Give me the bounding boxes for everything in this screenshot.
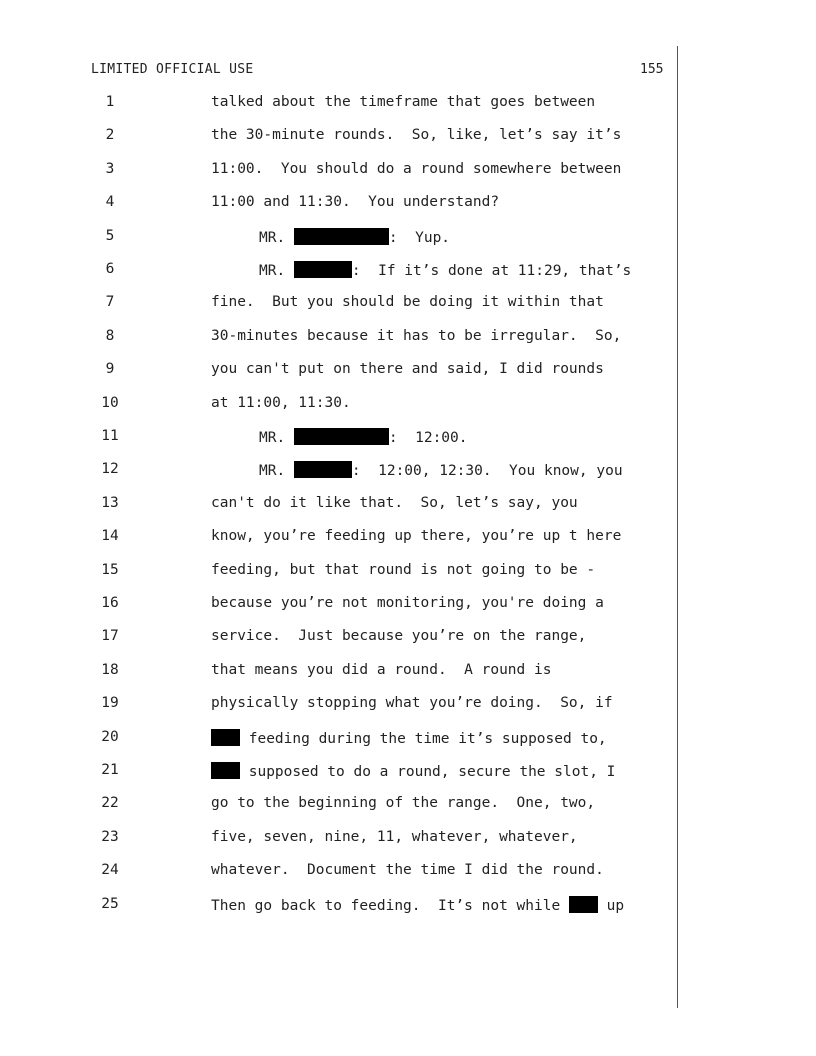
line-number: 14 <box>101 528 119 545</box>
line-text <box>211 395 351 411</box>
line-text-segment: five, seven, nine, 11, whatever, whatever, <box>211 828 578 845</box>
line-text-segment: : 12:00. <box>388 430 468 446</box>
transcript-line <box>0 762 816 782</box>
line-number: 9 <box>105 361 115 378</box>
transcript-line <box>0 161 816 181</box>
line-text <box>211 127 621 143</box>
transcript-line <box>0 662 816 682</box>
transcript-line <box>0 328 816 348</box>
line-text <box>211 896 624 914</box>
line-text <box>211 528 621 544</box>
line-text-segment: know, you’re feeding up there, you’re up t here <box>211 528 622 545</box>
line-text <box>211 795 595 811</box>
transcript-line <box>0 395 816 415</box>
transcript-line <box>0 862 816 882</box>
line-text-segment: MR. <box>259 430 294 446</box>
line-text-segment: : 12:00, 12:30. You know, you <box>351 463 623 480</box>
line-text-segment: supposed to do a round, secure the slot, I <box>240 764 616 780</box>
transcript-line <box>0 695 816 715</box>
line-number: 13 <box>101 494 119 511</box>
line-number: 24 <box>101 862 119 879</box>
transcript-line <box>0 461 816 481</box>
line-number: 23 <box>101 828 119 845</box>
line-text <box>211 862 604 878</box>
line-text <box>211 328 621 344</box>
redaction-block <box>294 461 352 478</box>
redaction-block <box>294 261 352 278</box>
line-number: 21 <box>101 762 119 778</box>
redaction-block <box>211 729 240 746</box>
line-text-segment: service. Just because you’re on the range, <box>211 628 587 645</box>
line-text <box>211 495 578 511</box>
redaction-block <box>569 896 598 913</box>
line-text-segment: : Yup. <box>388 229 451 246</box>
transcript-line <box>0 428 816 448</box>
line-number: 15 <box>101 561 119 578</box>
line-text-segment: 30-minutes because it has to be irregular. So, <box>211 327 622 344</box>
line-text-segment: MR. <box>259 463 294 480</box>
line-number: 25 <box>101 895 119 912</box>
line-text-segment: MR. <box>259 229 294 246</box>
line-number: 3 <box>105 160 115 177</box>
line-text <box>211 595 604 611</box>
line-text <box>211 628 586 644</box>
transcript-line <box>0 528 816 548</box>
line-text <box>211 662 551 678</box>
line-text-segment: up <box>597 897 625 914</box>
transcript-line <box>0 261 816 281</box>
line-text-segment: can't do it like that. So, let’s say, you <box>211 494 578 511</box>
transcript-line <box>0 729 816 749</box>
transcript-line <box>0 361 816 381</box>
line-text-segment: go to the beginning of the range. One, two, <box>211 795 596 812</box>
line-number: 1 <box>105 94 115 110</box>
line-number: 17 <box>101 628 119 645</box>
line-number: 5 <box>105 227 115 244</box>
line-text <box>211 194 499 210</box>
transcript-line <box>0 795 816 815</box>
transcript-line <box>0 194 816 214</box>
page-number: 155 <box>640 62 664 77</box>
transcript-line <box>0 228 816 248</box>
transcript-line <box>0 595 816 615</box>
line-text-segment: because you’re not monitoring, you're doing a <box>211 595 604 611</box>
line-text <box>259 461 623 479</box>
line-text <box>211 695 613 711</box>
line-text-segment: at 11:00, 11:30. <box>211 394 351 411</box>
line-number: 2 <box>105 127 115 144</box>
transcript-line <box>0 628 816 648</box>
redaction-block <box>294 228 389 245</box>
line-number: 12 <box>101 461 119 478</box>
line-number: 11 <box>101 428 119 444</box>
line-text <box>211 729 607 747</box>
line-text-segment: : If it’s done at 11:29, that’s <box>351 263 632 279</box>
transcript-line <box>0 562 816 582</box>
line-text <box>211 829 578 845</box>
transcript-line <box>0 896 816 916</box>
line-number: 16 <box>101 595 119 611</box>
redaction-block <box>211 762 240 779</box>
line-text <box>259 228 450 246</box>
line-text-segment: the 30-minute rounds. So, like, let’s say it’s <box>211 127 622 144</box>
line-text-segment: feeding, but that round is not going to be - <box>211 561 596 578</box>
line-number: 22 <box>101 795 119 812</box>
line-number: 18 <box>101 661 119 678</box>
line-text-segment: talked about the timeframe that goes between <box>211 94 596 110</box>
line-number: 10 <box>101 394 119 411</box>
line-text <box>259 261 631 279</box>
transcript-line <box>0 495 816 515</box>
line-text-segment: feeding during the time it’s supposed to, <box>240 730 607 747</box>
classification-header: LIMITED OFFICIAL USE <box>91 62 254 77</box>
line-text <box>211 762 615 780</box>
line-text-segment: fine. But you should be doing it within that <box>211 294 604 311</box>
line-text-segment: physically stopping what you’re doing. So, if <box>211 695 613 712</box>
transcript-line <box>0 294 816 314</box>
line-text-segment: 11:00. You should do a round somewhere between <box>211 160 622 177</box>
line-text <box>211 361 604 377</box>
line-text <box>211 161 621 177</box>
line-text-segment: Then go back to feeding. It’s not while <box>211 897 569 914</box>
line-text-segment: 11:00 and 11:30. You understand? <box>211 194 500 211</box>
line-text <box>211 294 604 310</box>
line-text <box>211 562 595 578</box>
line-number: 20 <box>101 728 119 745</box>
line-text-segment: whatever. Document the time I did the round. <box>211 862 604 879</box>
line-text <box>259 428 468 446</box>
line-text-segment: that means you did a round. A round is <box>211 661 552 678</box>
redaction-block <box>294 428 389 445</box>
line-number: 8 <box>105 327 115 344</box>
line-number: 6 <box>105 261 115 277</box>
transcript-line <box>0 127 816 147</box>
line-text-segment: you can't put on there and said, I did rounds <box>211 361 604 378</box>
line-number: 4 <box>105 194 115 211</box>
transcript-line <box>0 829 816 849</box>
transcript-line <box>0 94 816 114</box>
line-text <box>211 94 595 110</box>
line-number: 7 <box>105 294 115 311</box>
line-text-segment: MR. <box>259 263 294 279</box>
line-number: 19 <box>101 695 119 712</box>
